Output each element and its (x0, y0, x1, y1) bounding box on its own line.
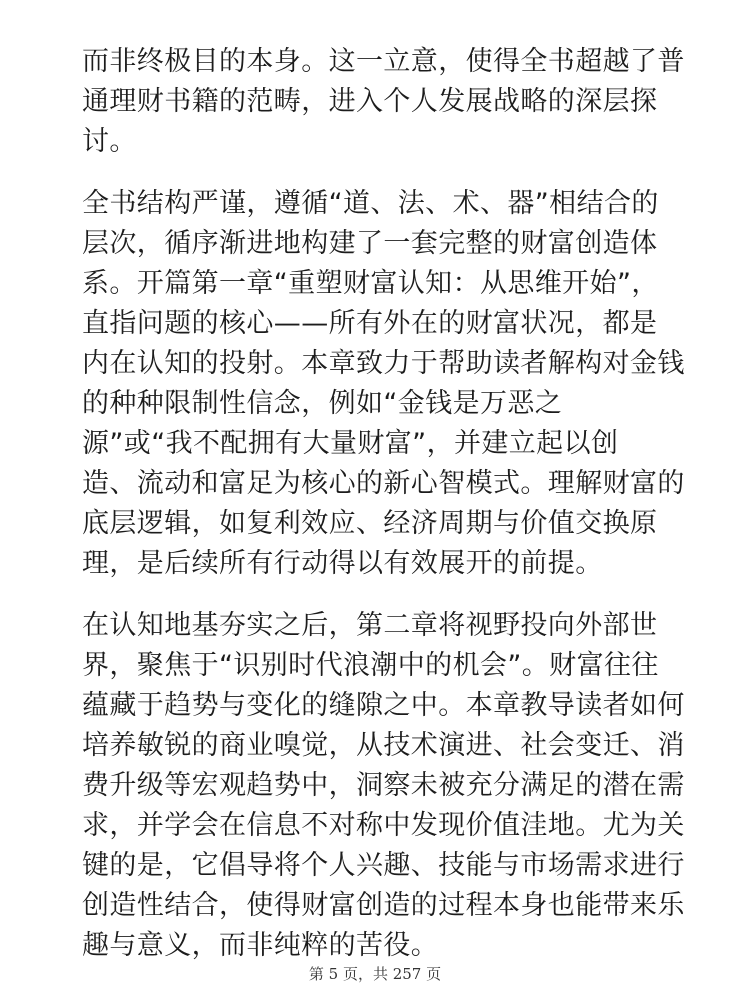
text-line: 内在认知的投射。本章致力于帮助读者解构对金钱 (82, 348, 685, 379)
text-line: 理，是后续所有行动得以有效展开的前提。 (82, 548, 603, 579)
body-text (82, 42, 685, 988)
text-line: 系。开篇第一章“重塑财富认知：从思维开始”， (82, 268, 659, 299)
text-line: 界，聚焦于“识别时代浪潮中的机会”。财富往往 (82, 650, 659, 681)
text-line: 而非终极目的本身。这一立意，使得全书超越了普 (82, 46, 685, 77)
text-line: 直指问题的核心——所有外在的财富状况，都是 (82, 308, 658, 339)
text-line: 创造性结合，使得财富创造的过程本身也能带来乐 (82, 890, 685, 921)
text-line: 底层逻辑，如复利效应、经济周期与价值交换原 (82, 508, 658, 539)
text-line: 讨。 (82, 126, 137, 157)
paragraph-2 (82, 184, 685, 584)
text-line: 全书结构严谨，遵循“道、法、术、器”相结合的 (82, 188, 659, 219)
text-line: 的种种限制性信念，例如“金钱是万恶之 (82, 388, 563, 419)
text-line: 求，并学会在信息不对称中发现价值洼地。尤为关 (82, 810, 685, 841)
text-line: 键的是，它倡导将个人兴趣、技能与市场需求进行 (82, 850, 685, 881)
page-number-footer: 第 5 页，共 257 页 (308, 965, 442, 983)
text-line: 趣与意义，而非纯粹的苦役。 (82, 930, 439, 961)
text-line: 源”或“我不配拥有大量财富”，并建立起以创 (82, 428, 619, 459)
text-line: 培养敏锐的商业嗅觉，从技术演进、社会变迁、消 (82, 730, 685, 761)
text-line: 在认知地基夯实之后，第二章将视野投向外部世 (82, 610, 658, 641)
text-line: 蕴藏于趋势与变化的缝隙之中。本章教导读者如何 (82, 690, 685, 721)
paragraph-1 (82, 42, 685, 162)
paragraph-3 (82, 606, 685, 966)
text-line: 通理财书籍的范畴，进入个人发展战略的深层探 (82, 86, 658, 117)
text-line: 造、流动和富足为核心的新心智模式。理解财富的 (82, 468, 685, 499)
text-line: 层次，循序渐进地构建了一套完整的财富创造体 (82, 228, 658, 259)
text-line: 费升级等宏观趋势中，洞察未被充分满足的潜在需 (82, 770, 685, 801)
